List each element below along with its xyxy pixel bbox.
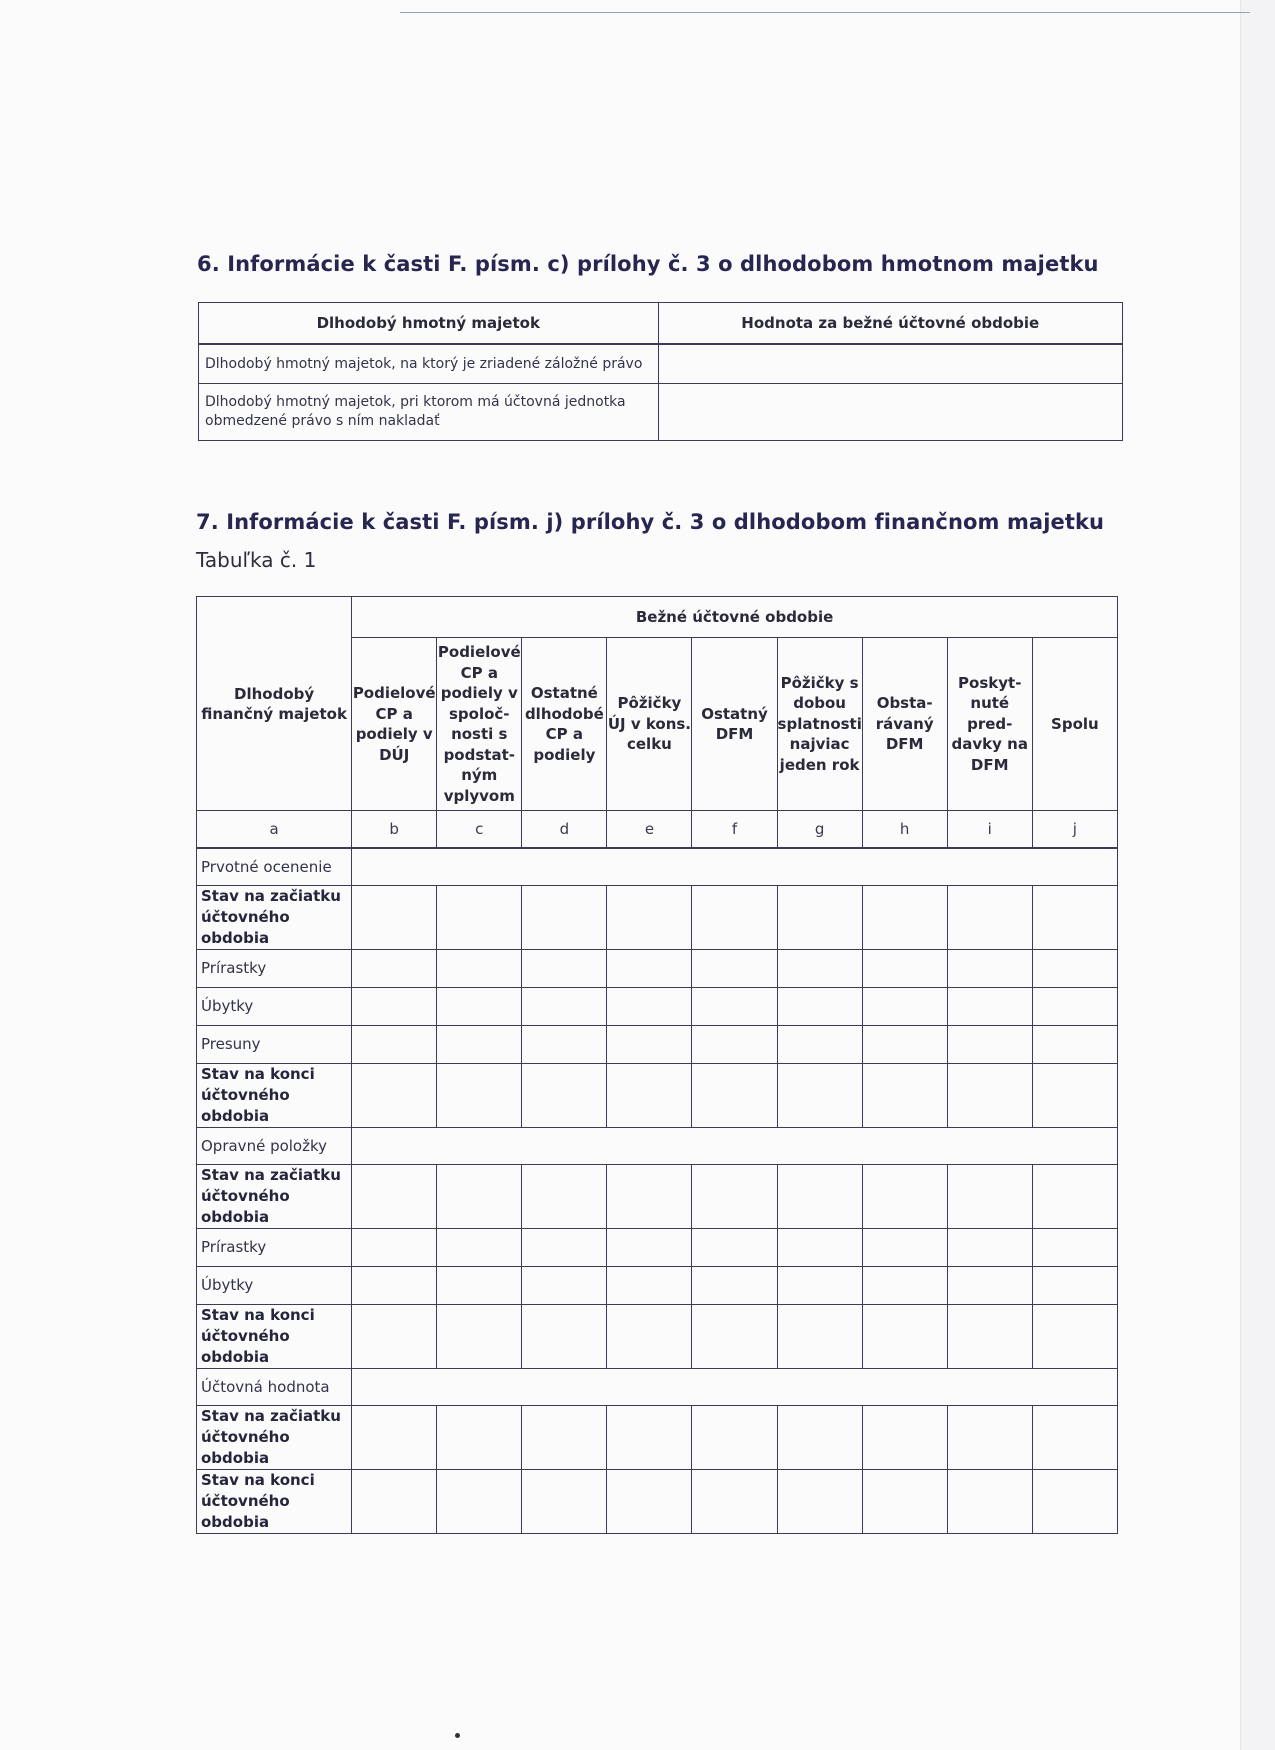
value-cell[interactable] — [777, 1305, 862, 1369]
column-header: Podielové CP a podiely v spoloč-nosti s podstat-ným vplyvom — [437, 638, 522, 811]
value-cell[interactable] — [947, 1470, 1032, 1534]
table-row — [197, 1165, 1118, 1229]
value-cell[interactable] — [777, 988, 862, 1026]
value-cell[interactable] — [522, 1229, 607, 1267]
value-cell[interactable] — [947, 1064, 1032, 1128]
column-letter: e — [607, 811, 692, 849]
column-header: Ostatný DFM — [692, 638, 777, 811]
table-row — [197, 1406, 1118, 1470]
value-cell[interactable] — [522, 1267, 607, 1305]
value-cell[interactable] — [947, 988, 1032, 1026]
column-header: Ostatné dlhodobé CP a podiely — [522, 638, 607, 811]
value-cell[interactable] — [692, 1305, 777, 1369]
value-cell[interactable] — [692, 886, 777, 950]
section-title: Opravné položky — [197, 1128, 352, 1165]
value-cell[interactable] — [947, 886, 1032, 950]
value-cell[interactable] — [1032, 886, 1117, 950]
value-cell[interactable] — [607, 1064, 692, 1128]
column-header: Spolu — [1032, 638, 1117, 811]
row-label: Stav na začiatku účtovného obdobia — [197, 886, 352, 950]
table-row — [197, 1064, 1118, 1128]
value-cell[interactable] — [1032, 1064, 1117, 1128]
value-cell[interactable] — [862, 1305, 947, 1369]
column-letter: g — [777, 811, 862, 849]
value-cell[interactable] — [692, 1406, 777, 1470]
column-header: Podielové CP a podiely v DÚJ — [352, 638, 437, 811]
row-label: Stav na začiatku účtovného obdobia — [197, 1406, 352, 1470]
value-cell[interactable] — [692, 1470, 777, 1534]
value-cell[interactable] — [352, 950, 437, 988]
value-cell[interactable] — [352, 886, 437, 950]
value-cell[interactable] — [1032, 950, 1117, 988]
table-row — [197, 1267, 1118, 1305]
column-letter: a — [197, 811, 352, 849]
value-cell[interactable] — [437, 1406, 522, 1470]
value-cell[interactable] — [862, 1406, 947, 1470]
row-label: Úbytky — [197, 988, 352, 1026]
value-cell[interactable] — [607, 886, 692, 950]
value-cell[interactable] — [607, 1470, 692, 1534]
row-label: Úbytky — [197, 1267, 352, 1305]
value-cell[interactable] — [777, 1229, 862, 1267]
value-cell[interactable] — [352, 1165, 437, 1229]
value-cell[interactable] — [522, 1064, 607, 1128]
table-row — [199, 384, 1123, 441]
column-letter: b — [352, 811, 437, 849]
value-cell[interactable] — [607, 1267, 692, 1305]
value-cell[interactable] — [777, 1406, 862, 1470]
value-cell[interactable] — [522, 1406, 607, 1470]
value-cell[interactable] — [437, 886, 522, 950]
row-label: Prírastky — [197, 950, 352, 988]
value-cell[interactable] — [522, 886, 607, 950]
value-cell[interactable] — [862, 1064, 947, 1128]
value-cell[interactable] — [522, 1165, 607, 1229]
table-row — [197, 1229, 1118, 1267]
value-cell[interactable] — [862, 1267, 947, 1305]
value-cell[interactable] — [777, 1064, 862, 1128]
value-cell[interactable] — [607, 1406, 692, 1470]
value-cell[interactable] — [692, 1165, 777, 1229]
value-cell[interactable] — [947, 950, 1032, 988]
value-cell[interactable] — [692, 950, 777, 988]
section-spacer — [352, 1369, 1118, 1406]
column-header: Obsta-rávaný DFM — [862, 638, 947, 811]
value-cell[interactable] — [862, 1026, 947, 1064]
column-header-current-value: Hodnota za bežné účtovné obdobie — [658, 303, 1122, 345]
section-row — [197, 1369, 1118, 1406]
value-cell[interactable] — [947, 1305, 1032, 1369]
value-cell[interactable] — [522, 988, 607, 1026]
value-cell[interactable] — [1032, 988, 1117, 1026]
table-row — [197, 886, 1118, 950]
value-cell[interactable] — [777, 1470, 862, 1534]
corner-header: Dlhodobý finančný majetok — [197, 597, 352, 811]
value-cell[interactable] — [352, 1026, 437, 1064]
table-row — [197, 950, 1118, 988]
value-cell[interactable] — [692, 1267, 777, 1305]
value-cell[interactable] — [1032, 1305, 1117, 1369]
current-period-header: Bežné účtovné obdobie — [352, 597, 1118, 638]
value-cell[interactable] — [692, 1064, 777, 1128]
section-row — [197, 848, 1118, 886]
value-cell[interactable] — [437, 1165, 522, 1229]
value-cell[interactable] — [522, 1470, 607, 1534]
value-cell[interactable] — [522, 950, 607, 988]
value-cell[interactable] — [947, 1406, 1032, 1470]
value-cell[interactable] — [352, 1406, 437, 1470]
financial-assets-table — [196, 596, 1118, 1534]
value-cell[interactable] — [352, 1470, 437, 1534]
section-spacer — [352, 848, 1118, 886]
value-cell[interactable] — [522, 1305, 607, 1369]
value-cell[interactable] — [862, 1165, 947, 1229]
section-spacer — [352, 1128, 1118, 1165]
table-row — [197, 988, 1118, 1026]
value-cell[interactable] — [352, 1267, 437, 1305]
value-cell[interactable] — [437, 1305, 522, 1369]
table-row — [197, 1305, 1118, 1369]
table-row — [197, 1470, 1118, 1534]
value-cell[interactable] — [777, 1026, 862, 1064]
value-cell[interactable] — [437, 1026, 522, 1064]
column-header: Pôžičky s dobou splatnosti najviac jeden rok — [777, 638, 862, 811]
section-title: Prvotné ocenenie — [197, 848, 352, 886]
value-cell[interactable] — [1032, 1165, 1117, 1229]
value-cell[interactable] — [607, 1305, 692, 1369]
column-letter: i — [947, 811, 1032, 849]
value-cell[interactable] — [1032, 1406, 1117, 1470]
column-letter: j — [1032, 811, 1117, 849]
section-title: Účtovná hodnota — [197, 1369, 352, 1406]
value-cell[interactable] — [607, 1229, 692, 1267]
value-cell[interactable] — [352, 1229, 437, 1267]
value-cell[interactable] — [692, 1229, 777, 1267]
column-letter: d — [522, 811, 607, 849]
scan-edge-line — [400, 12, 1250, 13]
value-cell[interactable] — [947, 1026, 1032, 1064]
value-cell[interactable] — [1032, 1470, 1117, 1534]
section-6-heading: 6. Informácie k časti F. písm. c) prílohy č. 3 o dlhodobom hmotnom majetku — [197, 252, 1099, 276]
value-cell[interactable] — [1032, 1229, 1117, 1267]
scan-speck — [455, 1733, 460, 1738]
value-cell[interactable] — [777, 950, 862, 988]
column-header: Pôžičky ÚJ v kons. celku — [607, 638, 692, 811]
value-cell[interactable] — [777, 886, 862, 950]
table-caption: Tabuľka č. 1 — [196, 548, 317, 572]
row-label: Prírastky — [197, 1229, 352, 1267]
value-cell[interactable] — [437, 1064, 522, 1128]
tangible-assets-table — [198, 302, 1123, 441]
column-header: Poskyt-nuté pred-davky na DFM — [947, 638, 1032, 811]
value-cell[interactable] — [777, 1165, 862, 1229]
value-cell[interactable] — [947, 1267, 1032, 1305]
value-cell[interactable] — [947, 1229, 1032, 1267]
value-cell[interactable] — [692, 988, 777, 1026]
row-label: Stav na začiatku účtovného obdobia — [197, 1165, 352, 1229]
value-cell[interactable] — [437, 988, 522, 1026]
section-row — [197, 1128, 1118, 1165]
row-label: Stav na konci účtovného obdobia — [197, 1064, 352, 1128]
value-cell[interactable] — [607, 988, 692, 1026]
value-cell[interactable] — [1032, 1026, 1117, 1064]
value-cell[interactable] — [437, 1229, 522, 1267]
value-cell[interactable] — [862, 988, 947, 1026]
value-cell[interactable] — [607, 950, 692, 988]
value-cell[interactable] — [607, 1026, 692, 1064]
value-cell[interactable] — [947, 1165, 1032, 1229]
value-cell[interactable] — [1032, 1267, 1117, 1305]
value-cell[interactable] — [692, 1026, 777, 1064]
value-cell[interactable] — [777, 1267, 862, 1305]
column-letter: c — [437, 811, 522, 849]
value-cell[interactable] — [522, 1026, 607, 1064]
table-row — [199, 344, 1123, 384]
table-row — [197, 1026, 1118, 1064]
value-cell[interactable] — [862, 950, 947, 988]
value-cell[interactable] — [437, 1267, 522, 1305]
column-header-tangible-assets: Dlhodobý hmotný majetok — [199, 303, 659, 345]
value-cell[interactable] — [352, 1064, 437, 1128]
section-7-heading: 7. Informácie k časti F. písm. j) prílohy č. 3 o dlhodobom finančnom majetku — [196, 510, 1105, 534]
column-letter: f — [692, 811, 777, 849]
row-label: Dlhodobý hmotný majetok, na ktorý je zriadené záložné právo — [199, 344, 659, 384]
row-label: Stav na konci účtovného obdobia — [197, 1470, 352, 1534]
value-cell[interactable] — [658, 344, 1122, 384]
value-cell[interactable] — [658, 384, 1122, 441]
row-label: Presuny — [197, 1026, 352, 1064]
value-cell[interactable] — [862, 1229, 947, 1267]
value-cell[interactable] — [862, 886, 947, 950]
value-cell[interactable] — [862, 1470, 947, 1534]
value-cell[interactable] — [607, 1165, 692, 1229]
row-label: Dlhodobý hmotný majetok, pri ktorom má účtovná jednotka obmedzené právo s ním nakladať — [199, 384, 659, 441]
value-cell[interactable] — [352, 1305, 437, 1369]
value-cell[interactable] — [352, 988, 437, 1026]
column-letter: h — [862, 811, 947, 849]
value-cell[interactable] — [437, 950, 522, 988]
value-cell[interactable] — [437, 1470, 522, 1534]
row-label: Stav na konci účtovného obdobia — [197, 1305, 352, 1369]
